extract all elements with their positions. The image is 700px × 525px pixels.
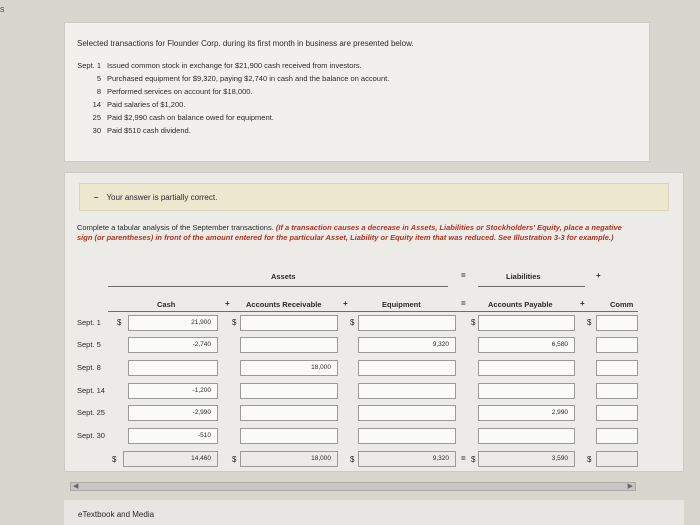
equipment-input[interactable] (358, 360, 456, 376)
ar-total-input[interactable]: 18,000 (240, 451, 338, 467)
equipment-input[interactable] (358, 428, 456, 444)
row-label: Sept. 14 (77, 386, 105, 395)
plus-sign: + (343, 299, 348, 308)
dollar-sign: $ (232, 318, 237, 327)
question-panel (64, 22, 650, 162)
plus-sign: + (225, 299, 230, 308)
row-label: Sept. 30 (77, 431, 105, 440)
row-label: Sept. 5 (77, 340, 101, 349)
scroll-left-icon[interactable]: ◀ (73, 483, 79, 490)
ap-input[interactable]: 6,580 (478, 337, 575, 353)
equipment-input[interactable]: 9,320 (358, 337, 456, 353)
status-text: Your answer is partially correct. (106, 192, 218, 202)
dollar-sign: $ (117, 318, 122, 327)
transaction-item: 25 Paid $2,990 cash on balance owed for equipment. (92, 113, 274, 122)
ap-input[interactable] (478, 315, 575, 331)
common-stock-total-input[interactable] (596, 451, 638, 467)
common-stock-input[interactable] (596, 360, 638, 376)
partial-status-icon: – (94, 192, 99, 202)
scroll-right-icon[interactable]: ▶ (627, 483, 633, 490)
ar-input[interactable] (240, 383, 338, 399)
equals-sign: = (461, 454, 466, 463)
dollar-sign: $ (587, 318, 592, 327)
cash-header: Cash (157, 300, 176, 309)
ar-header: Accounts Receivable (246, 300, 322, 309)
equipment-header: Equipment (382, 300, 421, 309)
assets-group-header: Assets (271, 272, 296, 281)
dollar-sign: $ (232, 455, 237, 464)
page-corner-text: s (0, 4, 5, 14)
dollar-sign: $ (112, 455, 117, 464)
transaction-item: 14 Paid salaries of $1,200. (92, 100, 186, 109)
transaction-item: 30 Paid $510 cash dividend. (92, 126, 191, 135)
row-label: Sept. 1 (77, 318, 101, 327)
cash-input[interactable]: -2,990 (128, 405, 218, 421)
row-label: Sept. 25 (77, 408, 105, 417)
common-stock-header: Comm (610, 300, 634, 309)
dollar-sign: $ (471, 318, 476, 327)
ap-input[interactable] (478, 428, 575, 444)
liabilities-group-header: Liabilities (506, 272, 541, 281)
ap-input[interactable] (478, 383, 575, 399)
equals-sign: = (461, 299, 466, 308)
horizontal-scrollbar[interactable] (70, 482, 636, 491)
common-stock-input[interactable] (596, 337, 638, 353)
common-stock-input[interactable] (596, 383, 638, 399)
dollar-sign: $ (471, 455, 476, 464)
etextbook-link[interactable]: eTextbook and Media (78, 510, 155, 519)
equipment-total-input[interactable]: 9,320 (358, 451, 456, 467)
common-stock-input[interactable] (596, 405, 638, 421)
ap-input[interactable]: 2,990 (478, 405, 575, 421)
liabilities-underline (478, 286, 585, 287)
plus-sign: + (580, 299, 585, 308)
ar-input[interactable]: 18,000 (240, 360, 338, 376)
ar-input[interactable] (240, 405, 338, 421)
plus-sign: + (596, 271, 601, 280)
equipment-input[interactable] (358, 383, 456, 399)
row-label: Sept. 8 (77, 363, 101, 372)
cash-input[interactable]: -510 (128, 428, 218, 444)
ar-input[interactable] (240, 337, 338, 353)
common-stock-input[interactable] (596, 315, 638, 331)
columns-underline (108, 311, 638, 312)
equipment-input[interactable] (358, 405, 456, 421)
transaction-item: Sept. 1 Issued common stock in exchange for $21,900 cash received from investors. (77, 61, 362, 70)
dollar-sign: $ (350, 455, 355, 464)
cash-input[interactable] (128, 360, 218, 376)
instructions: Complete a tabular analysis of the September transactions. (If a transaction causes a decrease in Assets, Liabilities or Stockholders' Equity, place a negative sign (or parentheses) in front of the amount entered for the particular Asset, Liability or Equity item that was reduced. See Illustration 3-3 for example.) (77, 223, 622, 242)
cash-input[interactable]: 21,900 (128, 315, 218, 331)
ap-total-input[interactable]: 3,590 (478, 451, 575, 467)
question-intro: Selected transactions for Flounder Corp. during its first month in business are presented below. (77, 39, 414, 48)
dollar-sign: $ (587, 455, 592, 464)
ar-input[interactable] (240, 315, 338, 331)
ap-input[interactable] (478, 360, 575, 376)
common-stock-input[interactable] (596, 428, 638, 444)
dollar-sign: $ (350, 318, 355, 327)
transaction-item: 8 Performed services on account for $18,000. (96, 87, 253, 96)
equals-sign: = (461, 271, 466, 280)
cash-input[interactable]: -2,740 (128, 337, 218, 353)
instructions-note: (If a transaction causes a decrease in Assets, Liabilities or Stockholders' Equity, place a negative sign (or parentheses) in front of the amount entered for the particular Asset, Liability or Equity item that was reduced. See Illustration 3-3 for example.) (77, 223, 622, 242)
equipment-input[interactable] (358, 315, 456, 331)
cash-total-input[interactable]: 14,460 (123, 451, 218, 467)
cash-input[interactable]: -1,200 (128, 383, 218, 399)
etextbook-panel[interactable] (64, 500, 684, 525)
ar-input[interactable] (240, 428, 338, 444)
ap-header: Accounts Payable (488, 300, 553, 309)
assets-underline (108, 286, 448, 287)
transaction-item: 5 Purchased equipment for $9,320, paying $2,740 in cash and the balance on account. (96, 74, 390, 83)
partial-correct-status (79, 183, 669, 211)
